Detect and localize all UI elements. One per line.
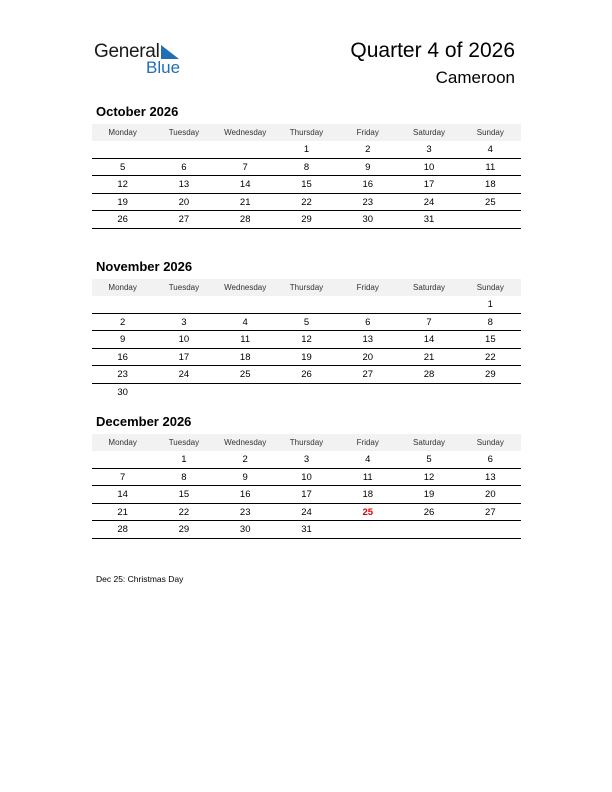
month-december (92, 414, 521, 539)
empty-day-cell (337, 384, 398, 402)
weekday-label: Tuesday (168, 283, 200, 292)
logo-word-blue: Blue (146, 58, 181, 77)
day-cell: 13 (178, 179, 190, 190)
day-cell: 18 (239, 351, 251, 363)
day-cell: 6 (181, 161, 187, 173)
weekday-header-row (92, 124, 521, 141)
day-cell: 28 (239, 214, 251, 225)
weekday-label: Tuesday (168, 128, 200, 137)
week-row (92, 141, 521, 159)
empty-day-cell (276, 296, 337, 313)
day-cell: 16 (117, 351, 128, 363)
day-cell: 15 (301, 179, 312, 190)
day-cell: 23 (362, 196, 374, 208)
week-row (92, 331, 521, 349)
empty-day-cell (92, 141, 153, 158)
day-cell: 25 (485, 196, 496, 208)
month-title: December 2026 (96, 414, 192, 429)
day-cell: 15 (178, 489, 190, 500)
week-row (92, 469, 521, 487)
empty-day-cell (153, 296, 214, 313)
weekday-label: Monday (108, 438, 137, 447)
day-cell: 11 (485, 161, 496, 173)
weekday-label: Tuesday (168, 438, 200, 447)
weekday-header-row (92, 434, 521, 451)
day-cell: 22 (301, 196, 312, 208)
day-cell: 16 (362, 179, 374, 190)
day-cell: 27 (485, 506, 496, 518)
week-row (92, 349, 521, 367)
day-cell: 7 (426, 316, 432, 328)
week-row (92, 159, 521, 177)
generalblue-logo (94, 41, 194, 81)
week-row (92, 521, 521, 539)
quarter-title: Quarter 4 of 2026 (350, 39, 515, 62)
week-row (92, 366, 521, 384)
empty-day-cell (398, 384, 459, 402)
logo-word-general: General (94, 41, 160, 62)
day-cell: 4 (487, 144, 493, 155)
day-cell: 8 (303, 161, 310, 173)
empty-day-cell (215, 296, 276, 313)
day-cell: 10 (423, 161, 435, 173)
day-cell: 11 (240, 334, 251, 345)
weekday-label: Friday (356, 438, 379, 447)
weekday-label: Sunday (476, 438, 504, 447)
day-cell: 26 (301, 369, 312, 380)
day-cell: 1 (303, 144, 310, 155)
empty-day-cell (460, 384, 521, 402)
day-cell: 4 (242, 316, 248, 328)
day-cell: 3 (426, 144, 432, 155)
day-cell: 7 (242, 161, 248, 173)
week-row (92, 451, 521, 469)
day-cell: 3 (303, 454, 310, 465)
day-cell: 8 (487, 316, 493, 328)
day-cell: 14 (117, 489, 128, 500)
day-cell: 10 (301, 471, 312, 483)
day-cell: 15 (485, 334, 496, 345)
day-cell: 5 (119, 161, 126, 173)
weekday-header-row (92, 279, 521, 296)
day-cell: 19 (117, 196, 128, 208)
weekday-label: Wednesday (224, 283, 267, 292)
empty-day-cell (460, 521, 521, 538)
day-cell: 13 (485, 471, 496, 483)
day-cell: 1 (181, 454, 187, 465)
weekday-label: Monday (108, 283, 137, 292)
day-cell: 19 (301, 351, 312, 363)
day-cell: 22 (485, 351, 496, 363)
day-cell: 21 (239, 196, 251, 208)
day-cell: 17 (423, 179, 435, 190)
week-row (92, 211, 521, 229)
weekday-label: Thursday (289, 438, 324, 447)
day-cell: 28 (423, 369, 435, 380)
day-cell: 8 (181, 471, 187, 483)
day-cell: 27 (178, 214, 190, 225)
day-cell: 17 (301, 489, 312, 500)
week-row (92, 504, 521, 522)
day-cell: 13 (362, 334, 374, 345)
week-row (92, 384, 521, 402)
weekday-label: Thursday (289, 283, 324, 292)
day-cell: 20 (485, 489, 496, 500)
week-row (92, 296, 521, 314)
weekday-label: Saturday (413, 283, 446, 292)
month-title: October 2026 (96, 104, 179, 119)
day-cell: 18 (485, 179, 496, 190)
weekday-label: Friday (356, 283, 379, 292)
day-cell: 27 (362, 369, 374, 380)
day-cell: 7 (119, 471, 126, 483)
day-cell: 17 (178, 351, 190, 363)
day-cell: 20 (178, 196, 190, 208)
month-november (92, 259, 521, 401)
weekday-label: Saturday (413, 128, 446, 137)
day-cell: 21 (117, 506, 128, 518)
day-cell: 3 (181, 316, 187, 328)
day-cell: 26 (423, 506, 435, 518)
day-cell: 23 (117, 369, 128, 380)
empty-day-cell (337, 521, 398, 538)
day-cell: 24 (423, 196, 435, 208)
empty-day-cell (215, 384, 276, 402)
day-cell: 20 (362, 351, 374, 363)
empty-day-cell (153, 141, 214, 158)
day-cell: 30 (239, 524, 251, 535)
day-cell: 5 (303, 316, 310, 328)
day-cell: 31 (423, 214, 435, 225)
day-cell: 30 (117, 386, 128, 398)
weekday-label: Friday (356, 128, 379, 137)
empty-day-cell (276, 384, 337, 402)
day-cell: 19 (423, 489, 435, 500)
day-cell: 14 (239, 179, 251, 190)
weekday-label: Wednesday (224, 438, 267, 447)
day-cell: 6 (487, 454, 493, 465)
day-cell: 6 (365, 316, 371, 328)
empty-day-cell (215, 141, 276, 158)
day-cell: 21 (423, 351, 435, 363)
day-cell: 24 (301, 506, 312, 518)
month-title: November 2026 (96, 259, 193, 274)
day-cell: 9 (119, 334, 126, 345)
empty-day-cell (153, 384, 214, 402)
logo-triangle-icon (161, 45, 179, 59)
day-cell: 10 (178, 334, 190, 345)
day-cell: 29 (301, 214, 312, 225)
month-october (92, 104, 521, 229)
day-cell: 18 (362, 489, 374, 500)
day-cell: 2 (242, 454, 248, 465)
weekday-label: Monday (108, 128, 137, 137)
day-cell: 29 (485, 369, 496, 380)
day-cell: 24 (178, 369, 190, 380)
week-row (92, 486, 521, 504)
day-cell: 2 (119, 316, 126, 328)
weekday-label: Sunday (476, 128, 504, 137)
weekday-label: Thursday (289, 128, 324, 137)
holiday-notes (96, 573, 183, 585)
day-cell: 12 (301, 334, 312, 345)
day-cell: 1 (487, 299, 493, 310)
holiday-note: Dec 25: Christmas Day (96, 574, 184, 584)
day-cell: 11 (362, 471, 373, 483)
day-cell: 28 (117, 524, 128, 535)
week-row (92, 176, 521, 194)
day-cell: 31 (301, 524, 312, 535)
day-cell: 26 (117, 214, 128, 225)
holiday-day-cell: 25 (362, 506, 374, 518)
empty-day-cell (398, 296, 459, 313)
weekday-label: Wednesday (224, 128, 267, 137)
weekday-label: Sunday (476, 283, 504, 292)
day-cell: 14 (423, 334, 435, 345)
day-cell: 12 (423, 471, 435, 483)
day-cell: 30 (362, 214, 374, 225)
day-cell: 9 (365, 161, 371, 173)
weekday-label: Saturday (413, 438, 446, 447)
week-row (92, 194, 521, 212)
day-cell: 5 (426, 454, 432, 465)
day-cell: 23 (239, 506, 251, 518)
empty-day-cell (337, 296, 398, 313)
day-cell: 4 (365, 454, 371, 465)
empty-day-cell (398, 521, 459, 538)
empty-day-cell (92, 296, 153, 313)
empty-day-cell (460, 211, 521, 228)
week-row (92, 314, 521, 332)
day-cell: 22 (178, 506, 190, 518)
empty-day-cell (92, 451, 153, 468)
day-cell: 29 (178, 524, 190, 535)
day-cell: 16 (239, 489, 251, 500)
country-name: Cameroon (435, 68, 515, 87)
day-cell: 25 (239, 369, 251, 380)
day-cell: 12 (117, 179, 128, 190)
day-cell: 9 (242, 471, 248, 483)
day-cell: 2 (365, 144, 371, 155)
